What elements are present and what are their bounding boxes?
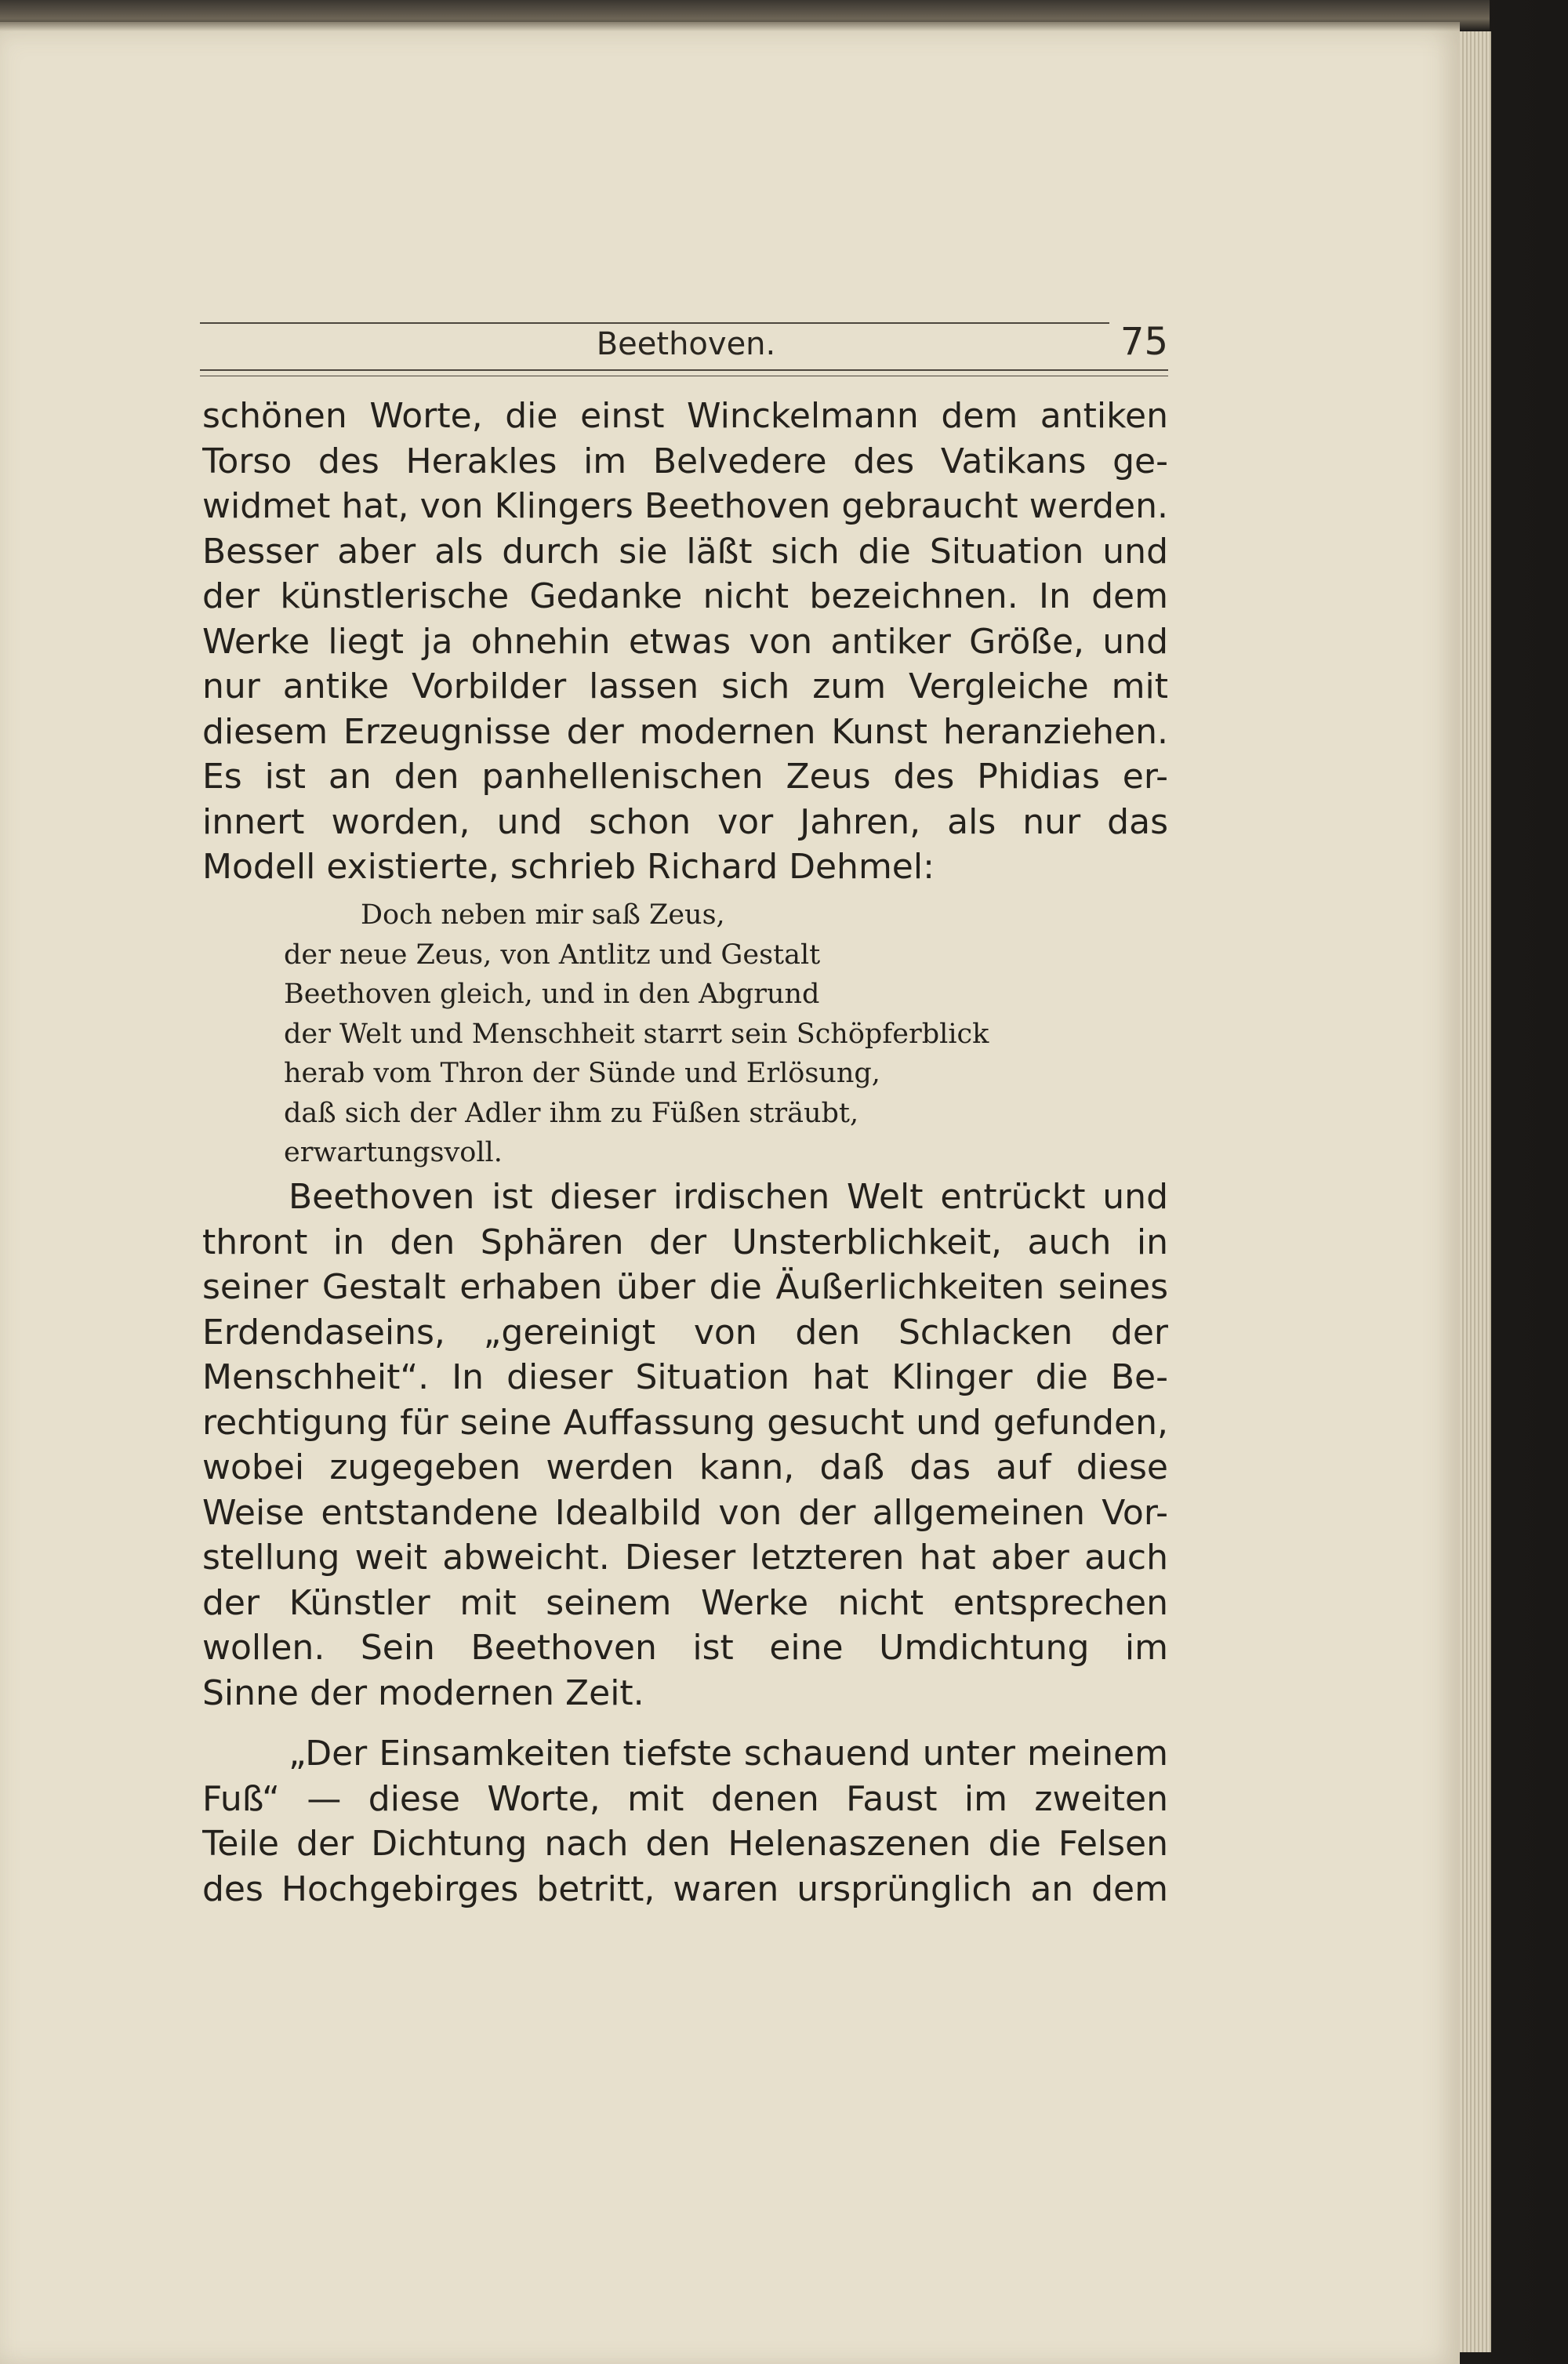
text-line: „Der Einsamkeiten tiefste schauend unter meinem [289,1734,1168,1774]
top-edge-stain [0,0,1490,31]
text-line: Fuß“ — diese Worte, mit denen Faust im zweiten [202,1778,1168,1819]
page-stack-edges [1460,31,1491,2352]
text-line: Menschheit“. In dieser Situation hat Klinger die Be- [202,1357,1168,1397]
text-line: thront in den Sphären der Unsterblichkeit, auch in [202,1222,1168,1262]
paragraph-3 [202,1731,1168,1912]
paragraph-1 [202,394,1168,890]
text-line: Teile der Dichtung nach den Helenaszenen die Felsen [202,1824,1168,1864]
poem-line: Beethoven gleich, und in den Abgrund [284,979,820,1010]
text-line: seiner Gestalt erhaben über die Äußerlichkeiten seines [202,1267,1168,1307]
text-line: Sinne der modernen Zeit. [202,1672,644,1713]
poem-line: der Welt und Menschheit starrt sein Schöpferblick [284,1018,989,1050]
page-number: 75 [1109,319,1168,365]
text-line: Es ist an den panhellenischen Zeus des Phidias er- [202,757,1168,797]
text-line: Beethoven ist dieser irdischen Welt entrückt und [289,1177,1168,1217]
running-title: Beethoven. [592,324,780,365]
page-header [200,316,1168,379]
text-line: Besser aber als durch sie läßt sich die Situation und [202,531,1168,572]
text-line: Werke liegt ja ohnehin etwas von antiker Größe, und [202,621,1168,662]
paragraph-2 [202,1175,1168,1716]
text-line: des Hochgebirges betritt, waren ursprünglich an dem [202,1868,1168,1909]
text-line: stellung weit abweicht. Dieser letzteren hat aber auch [202,1538,1168,1578]
text-line: rechtigung für seine Auffassung gesucht und gefunden, [202,1402,1168,1443]
text-line: schönen Worte, die einst Winckelmann dem antiken [202,396,1168,436]
poem-line: erwartungsvoll. [284,1137,503,1168]
text-line: wobei zugegeben werden kann, daß das auf diese [202,1447,1168,1487]
header-rule-bottom [200,369,1168,376]
text-line: Erdendaseins, „gereinigt von den Schlacken der [202,1312,1168,1353]
text-line: diesem Erzeugnisse der modernen Kunst heranziehen. [202,711,1168,752]
poem-line: der neue Zeus, von Antlitz und Gestalt [284,939,821,971]
poem-line: daß sich der Adler ihm zu Füßen sträubt, [284,1097,859,1129]
text-line: der künstlerische Gedanke nicht bezeichnen. In dem [202,576,1168,616]
text-line: Weise entstandene Idealbild von der allgemeinen Vor- [202,1492,1168,1533]
text-line: wollen. Sein Beethoven ist eine Umdichtung im [202,1628,1168,1668]
text-line: Modell existierte, schrieb Richard Dehmel: [202,847,935,887]
poem-line: herab vom Thron der Sünde und Erlösung, [284,1058,880,1089]
text-line: innert worden, und schon vor Jahren, als nur das [202,801,1168,842]
text-line: widmet hat, von Klingers Beethoven gebraucht werden. [202,486,1168,526]
text-line: Torso des Herakles im Belvedere des Vatikans ge- [202,441,1168,481]
text-line: nur antike Vorbilder lassen sich zum Vergleiche mit [202,666,1168,706]
poem-line: Doch neben mir saß Zeus, [361,899,725,931]
text-line: der Künstler mit seinem Werke nicht entsprechen [202,1582,1168,1623]
poem-quote [284,895,1107,1173]
